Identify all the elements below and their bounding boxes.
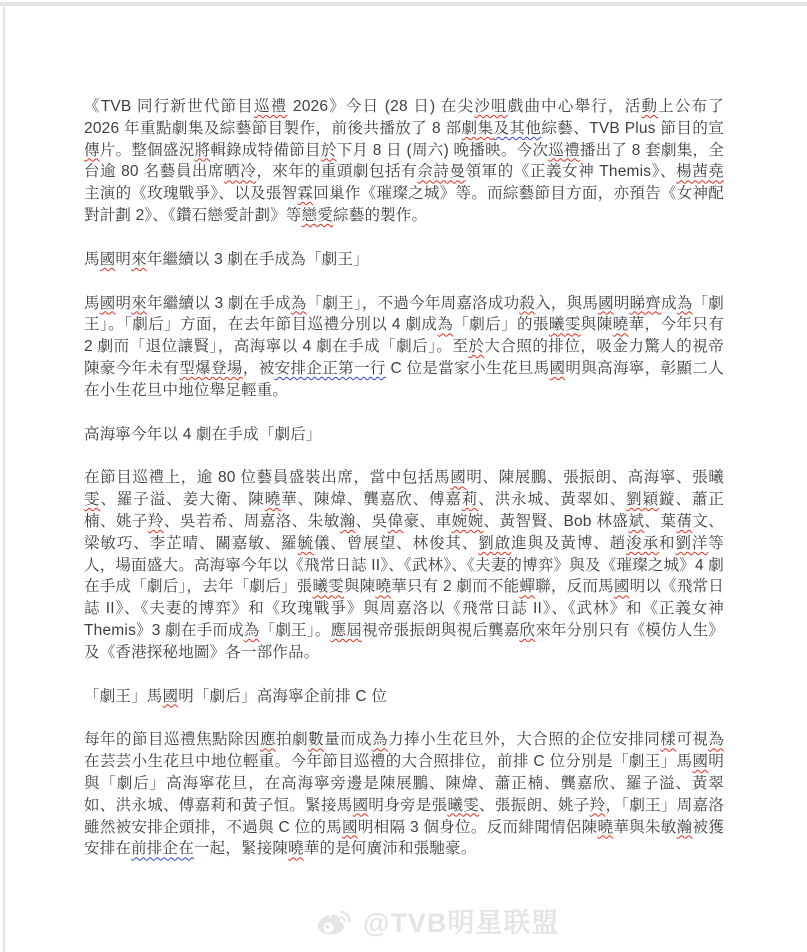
spellcheck-underline: 蟬 [519, 578, 536, 596]
text-run: 主演的《玫瑰戰爭》、以及張智 [84, 185, 298, 203]
spellcheck-underline: 於 [468, 338, 485, 356]
text-run: 和 [659, 534, 676, 552]
grammarcheck-underline: 安排企正第一行 [274, 359, 386, 377]
spellcheck-underline: 動 [641, 98, 659, 115]
section-heading [84, 424, 724, 446]
text-run: 拍劇 [276, 731, 309, 749]
text-run: 大合照的排位，吸金力驚人的視帝陳豪今年未有 [84, 338, 724, 377]
spellcheck-underline: 浚承 [626, 534, 659, 552]
text-run: 成 [661, 294, 677, 312]
text-run: 明相隔 3 個身位。反而緋聞情侶陳 [357, 818, 598, 836]
spellcheck-underline: 瀚 [676, 818, 693, 836]
text-run: 明「劇后」高海寧企前排 C 位 [178, 687, 388, 705]
spellcheck-underline: 國 [549, 359, 566, 377]
spellcheck-underline: 偉 [387, 512, 404, 530]
paragraph [84, 729, 724, 860]
text-run: 鏇、蕭正楠、姚子 [84, 491, 724, 530]
spellcheck-underline: 曉 [288, 840, 304, 858]
spellcheck-underline: 為 [708, 731, 725, 749]
text-run: 在節目巡禮上，逾 80 位藝員盛裝出席，當中包括馬 [84, 469, 451, 487]
text-run: 回巢作《璀璨之城》等。而綜藝節目方面，亦預告《女神配對計劃 2》、《鑽石戀愛計劃》等 [84, 185, 725, 224]
text-run: ，被 [242, 359, 275, 377]
watermark [314, 901, 559, 940]
text-run: 華、陳煒、龔嘉欣、傅嘉 [281, 491, 462, 509]
spellcheck-underline: 晒冷 [224, 163, 257, 181]
text-run: 、黃智賢、Bob 林盛 [483, 512, 629, 530]
spellcheck-underline: 楊茜堯 [676, 163, 724, 181]
spellcheck-underline: 劇集 [461, 119, 494, 137]
spellcheck-underline: 毓 [297, 534, 314, 552]
grammarcheck-underline: 前排企在 [131, 840, 194, 858]
text-run: 儀、曾展望、林俊其、 [314, 534, 479, 552]
text-run: 明 [115, 250, 132, 268]
spellcheck-underline: 曉 [375, 578, 392, 596]
text-run: 「劇王」馬 [84, 687, 163, 705]
spellcheck-underline: 國 [450, 469, 467, 487]
text-run: 等人，場面盛大。高海寧今年以《飛常日誌 II》、《武林》、《夫妻的博弈》與及《璀璨之城》4 劇在手成「劇后」，去年「劇后」張 [84, 534, 724, 596]
spellcheck-underline: 應 [260, 731, 277, 749]
text-run: 量而成 [324, 731, 373, 749]
spellcheck-underline: 曉 [612, 316, 629, 334]
text-run: 領軍的《正義女神 Themis》、 [465, 163, 677, 181]
spellcheck-underline: 曦雯 [548, 316, 581, 334]
text-run: 華只有 2 劇而不能 [391, 578, 520, 596]
spellcheck-underline: 蒨 [676, 512, 693, 530]
text-run: 華與朱敏 [613, 818, 677, 836]
spellcheck-underline: 霖 [297, 185, 314, 203]
spellcheck-underline: 曦雯 [447, 796, 480, 814]
window-top-edge [0, 2, 807, 6]
text-run: 聯，反而馬 [535, 578, 614, 596]
watermark-text: @TVB明星联盟 [363, 908, 560, 938]
text-run: 明、陳展鵬、張振朗、高海寧、張曦 [466, 469, 725, 487]
spellcheck-underline: 莉 [461, 491, 479, 509]
spellcheck-underline: 雯 [84, 491, 101, 509]
paragraph [84, 293, 724, 402]
spellcheck-underline: 羚 [147, 512, 164, 530]
text-run: 明與高海寧，彰顯二人在小生花旦中地位舉足輕重。 [84, 359, 724, 399]
spellcheck-underline: 劉洋 [675, 534, 709, 552]
text-run: ，「劇王」周嘉洛雖然被安排企頭排，不過與 C 位的馬 [84, 796, 725, 836]
spellcheck-underline: 欣 [519, 621, 536, 639]
spellcheck-underline: 佘詩曼 [417, 163, 466, 181]
text-run: 、吳 [355, 512, 388, 530]
spellcheck-underline: 沙咀 [474, 98, 508, 115]
text-run: 輯錄成特備節目 [210, 141, 321, 159]
paragraph [84, 467, 724, 663]
spellcheck-underline: 來 [131, 250, 147, 268]
text-run: 「劇后」的張 [453, 316, 549, 334]
spellcheck-underline: 為 [372, 731, 389, 749]
spellcheck-underline: 於 [320, 141, 337, 159]
spellcheck-underline: 羚 [589, 796, 606, 814]
text-run: 明以《飛常日誌 II》、《夫妻的博弈》和《玫瑰戰爭》與周嘉洛以《飛常日誌 II》、《武林》和《正義女神 Themis》3 劇在手而成 [84, 578, 725, 639]
weibo-icon [314, 904, 354, 938]
spellcheck-underline: 型爆登場 [179, 359, 243, 377]
text-run: 一起，緊接陳 [193, 840, 289, 858]
text-run: 、羅子溢、姜大衛、陳 [100, 491, 265, 509]
text-run: 來年分別只有《模仿人生》及《香港探秘地圖》各一部作品。 [84, 621, 725, 661]
text-run: 綜藝、TVB Plus 節目的宣 [541, 119, 724, 137]
window-left-edge [3, 6, 5, 952]
text-run: 2026》今日 (28 日) 在尖 [287, 98, 475, 115]
text-run: 被獲安排在 [84, 818, 724, 858]
text-run: 片。整個盛況 [99, 141, 195, 159]
spellcheck-underline: 斌 [628, 512, 645, 530]
text-run: 「劇王」，不過今年周嘉洛成功 [306, 294, 520, 312]
text-run: 上公布了 2026 年重點劇集及綜藝節目製作，前後共播放了 8 部 [84, 98, 724, 137]
spellcheck-underline: 國 [613, 578, 630, 596]
spellcheck-underline: 曉 [264, 491, 282, 509]
spellcheck-underline: 國 [598, 294, 614, 312]
section-heading [84, 686, 724, 708]
spellcheck-underline: 為 [290, 294, 307, 312]
text-run: 明 [613, 294, 630, 312]
text-run: 進與及黃博、趙 [511, 534, 627, 552]
text-run: 戲曲中心舉行，活 [507, 98, 642, 115]
text-run: 、洪永城、黃翠如、 [478, 491, 627, 509]
spellcheck-underline: 數 [308, 731, 325, 749]
spellcheck-underline: 巡禮 [548, 141, 580, 159]
text-run: 明身旁是張 [368, 796, 448, 814]
spellcheck-underline: 國 [99, 250, 116, 268]
spellcheck-underline: 國 [162, 687, 179, 705]
section-heading [84, 249, 724, 271]
text-run: 視帝張振朗與視后龔嘉 [362, 621, 520, 639]
spellcheck-underline: 巡禮 [253, 98, 288, 115]
spellcheck-underline: 劉啟 [478, 534, 512, 552]
spellcheck-underline: 曦雯 [312, 578, 344, 596]
text-run: C 位是當家小生花旦馬 [385, 359, 550, 377]
text-run: 明 [115, 294, 132, 312]
text-run: 豪、車 [403, 512, 452, 530]
spellcheck-underline: 樣 [660, 731, 677, 749]
text-run: 明與「劇后」高海寧花旦，在高海寧旁邊是陳展鵬、陳煒、蕭正楠、龔嘉欣、羅子溢、黃翠如、洪永城、傅嘉莉和黃子恒。緊接馬 [84, 753, 725, 814]
grammarcheck-underline: 及其他 [493, 119, 542, 137]
text-run: 年繼續以 3 劇在手成為「劇王」 [146, 250, 369, 268]
text-run: 文、梁敏巧、李芷晴、關嘉敏、羅 [84, 512, 724, 552]
text-run: 可視 [676, 731, 709, 749]
text-run: ，來年的重頭劇包括有 [256, 163, 418, 181]
text-run: 馬 [84, 294, 100, 312]
text-run: 下月 8 日 (周六) 晚播映。今次 [336, 141, 549, 159]
text-run: 「劇王」。「劇后」方面，在去年節目巡禮分別以 4 劇成 [84, 294, 725, 334]
text-run: 華，今年只有 2 劇而「退位讓賢」，高海寧以 4 劇在手成「劇后」。至 [84, 316, 724, 356]
text-run: 在芸芸小生花旦中地位輕重。今年節目巡禮的大合照排位，前排 C 位分別是「劇王」馬 [84, 753, 693, 771]
text-run: 《TVB 同行新世代節目 [84, 98, 254, 115]
paragraph [84, 96, 724, 227]
text-run: 、葉 [644, 512, 677, 530]
spellcheck-underline: 將 [194, 141, 211, 159]
spellcheck-underline: 國 [342, 818, 358, 836]
text-run: 綜藝的製作。 [333, 206, 428, 224]
spellcheck-underline: 應屆 [330, 621, 363, 639]
text-run: 「劇王」。 [259, 621, 331, 639]
spellcheck-underline: 國 [99, 294, 116, 312]
spellcheck-underline: 曉 [597, 818, 614, 836]
text-run: 播出了 8 套劇集，全台逾 80 名藝員出席 [84, 141, 725, 181]
spellcheck-underline: 瀚 [339, 512, 356, 530]
document-body [84, 96, 724, 860]
text-run: 馬 [84, 250, 100, 268]
text-run: 高海寧今年以 4 劇在手成「劇后」 [84, 425, 322, 443]
text-run: 與陳 [580, 316, 613, 334]
text-run: 力捧小生花旦外，大合照的企位安排同 [388, 731, 661, 749]
text-run: 、吳若希、周嘉洛、朱敏 [163, 512, 340, 530]
text-run: 入，與馬 [535, 294, 599, 312]
spellcheck-underline: 為 [243, 621, 260, 639]
spellcheck-underline: 為 [676, 294, 693, 312]
spellcheck-underline: 國 [352, 796, 369, 814]
spellcheck-underline: 殺 [519, 294, 536, 312]
spellcheck-underline: 為 [437, 316, 454, 334]
text-run: 與陳 [343, 578, 376, 596]
spellcheck-underline: 來 [131, 294, 147, 312]
text-run: 、張振朗、姚子 [479, 796, 590, 814]
spellcheck-underline: 戀愛 [301, 206, 334, 224]
spellcheck-underline: 國 [692, 753, 709, 771]
spellcheck-underline: 睇齊 [629, 294, 662, 312]
spellcheck-underline: 傳 [84, 141, 100, 159]
spellcheck-underline: 婉婉 [451, 512, 484, 530]
text-run: 華的是何廣沛和張馳豪。 [303, 840, 477, 858]
spellcheck-underline: 劉穎 [626, 491, 660, 509]
text-run: 年繼續以 3 劇在手成 [147, 294, 291, 312]
text-run: 每年的節目巡禮焦點除因 [84, 731, 261, 749]
